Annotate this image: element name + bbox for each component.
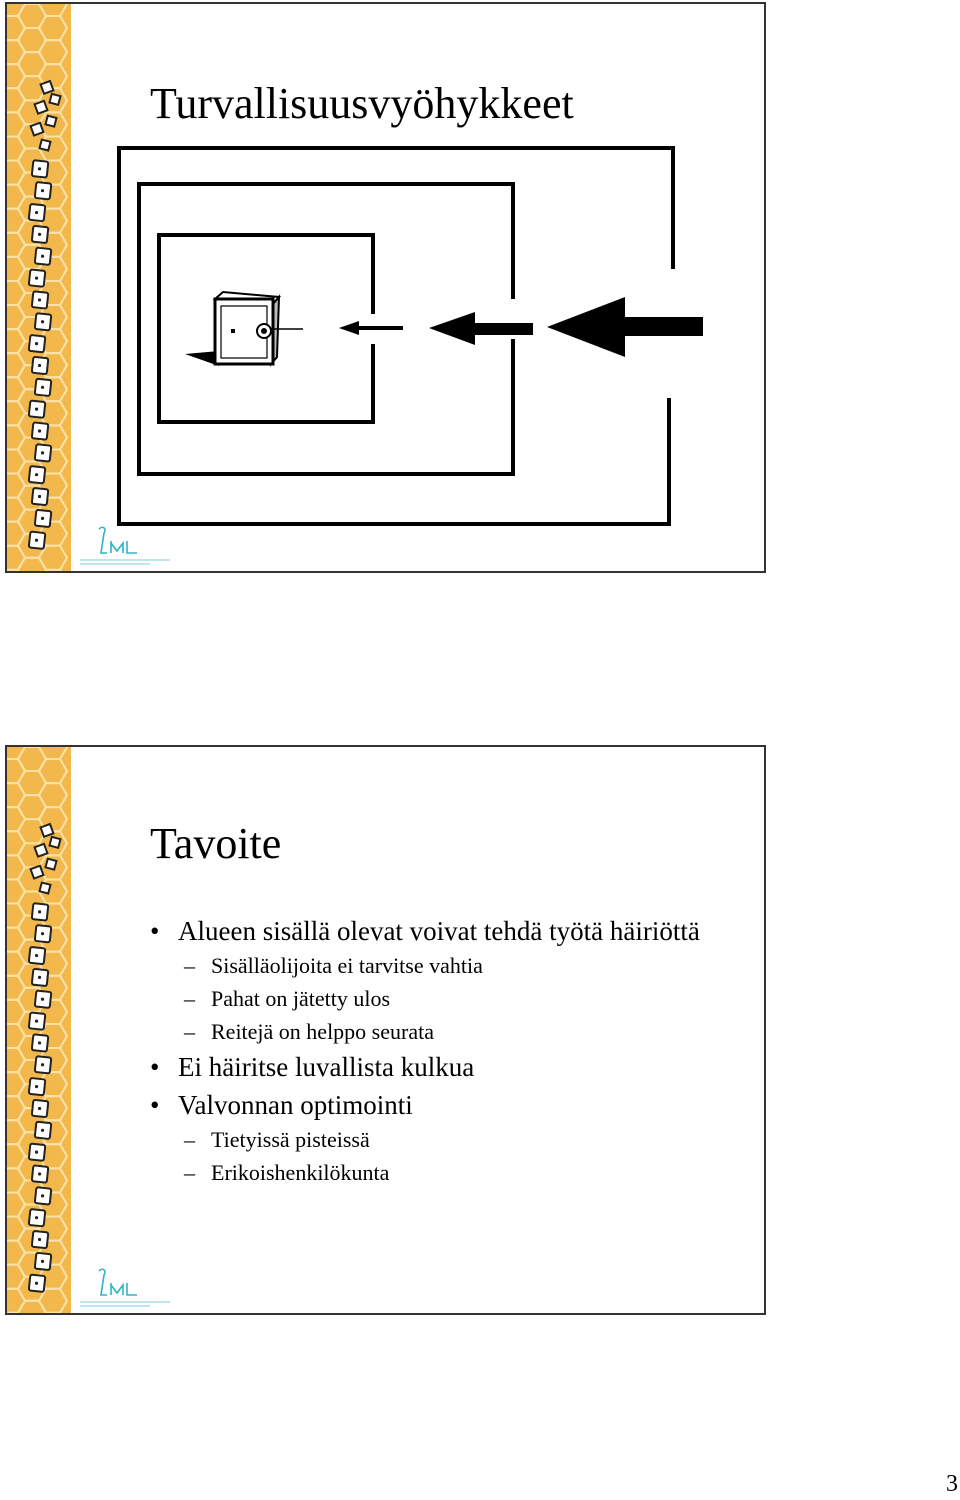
die bbox=[31, 866, 44, 879]
bullet-marker: • bbox=[150, 916, 160, 946]
die bbox=[49, 94, 60, 105]
die bbox=[31, 123, 44, 136]
die-pip bbox=[38, 167, 41, 170]
die-pip bbox=[41, 320, 44, 323]
die-pip bbox=[35, 1019, 38, 1022]
honeycomb-stripe bbox=[7, 747, 71, 1313]
sub-bullet-item bbox=[150, 982, 750, 1015]
sub-bullet-item bbox=[150, 1156, 750, 1189]
die-pip bbox=[41, 1194, 44, 1197]
die-pip bbox=[41, 189, 44, 192]
die-pip bbox=[35, 1151, 38, 1154]
bullet-list bbox=[150, 915, 750, 1189]
bullet-text: Alueen sisällä olevat voivat tehdä työtä häiriöttä bbox=[178, 916, 700, 946]
die-pip bbox=[38, 429, 41, 432]
bullet-item bbox=[150, 1051, 750, 1083]
die-pip bbox=[38, 1107, 41, 1110]
die-pip bbox=[35, 276, 38, 279]
slide-title: Tavoite bbox=[150, 819, 282, 868]
die bbox=[39, 140, 50, 151]
die bbox=[41, 81, 54, 94]
safe-icon bbox=[185, 292, 279, 366]
sub-bullet-item bbox=[150, 949, 750, 982]
dash-marker: – bbox=[184, 1160, 195, 1185]
die-pip bbox=[41, 386, 44, 389]
die-pip bbox=[35, 1216, 38, 1219]
dash-marker: – bbox=[184, 953, 195, 978]
die-pip bbox=[41, 1129, 44, 1132]
die bbox=[35, 844, 48, 857]
sub-bullet-text: Tietyissä pisteissä bbox=[211, 1127, 370, 1152]
bullet-item bbox=[150, 915, 750, 947]
die-pip bbox=[35, 473, 38, 476]
die-pip bbox=[35, 1282, 38, 1285]
die-pip bbox=[38, 976, 41, 979]
page-number: 3 bbox=[946, 1471, 958, 1497]
sub-bullet-text: Sisälläolijoita ei tarvitse vahtia bbox=[211, 953, 483, 978]
die-pip bbox=[35, 408, 38, 411]
dash-marker: – bbox=[184, 1127, 195, 1152]
slide-turvallisuusvyohykkeet bbox=[5, 2, 766, 573]
die bbox=[41, 824, 54, 837]
die-pip bbox=[38, 910, 41, 913]
die bbox=[49, 837, 60, 848]
bullet-item bbox=[150, 1089, 750, 1121]
bullet-text: Ei häiritse luvallista kulkua bbox=[178, 1052, 475, 1082]
slide-tavoite bbox=[5, 745, 766, 1315]
die bbox=[39, 883, 50, 894]
honeycomb-stripe bbox=[7, 4, 71, 571]
tml-logo bbox=[77, 523, 177, 567]
bullet-marker: • bbox=[150, 1090, 160, 1120]
die bbox=[45, 116, 56, 127]
die-pip bbox=[41, 1063, 44, 1066]
die-pip bbox=[38, 298, 41, 301]
die-pip bbox=[41, 255, 44, 258]
sub-bullet-item bbox=[150, 1123, 750, 1156]
die-pip bbox=[35, 954, 38, 957]
die-pip bbox=[41, 932, 44, 935]
die-pip bbox=[35, 539, 38, 542]
die-pip bbox=[35, 1085, 38, 1088]
die-pip bbox=[38, 364, 41, 367]
die bbox=[35, 101, 48, 114]
sub-bullet-text: Pahat on jätetty ulos bbox=[211, 986, 391, 1011]
sub-bullet-text: Erikoishenkilökunta bbox=[211, 1160, 390, 1185]
die-pip bbox=[41, 1260, 44, 1263]
security-zones-diagram bbox=[107, 134, 727, 534]
die-pip bbox=[38, 1041, 41, 1044]
arrow-icon bbox=[271, 297, 703, 357]
die-pip bbox=[41, 998, 44, 1001]
bullet-marker: • bbox=[150, 1052, 160, 1082]
sub-bullet-text: Reitejä on helppo seurata bbox=[211, 1019, 434, 1044]
die-pip bbox=[38, 495, 41, 498]
die-pip bbox=[35, 342, 38, 345]
die-pip bbox=[38, 1172, 41, 1175]
tml-logo bbox=[77, 1265, 177, 1309]
die-pip bbox=[41, 517, 44, 520]
dash-marker: – bbox=[184, 1019, 195, 1044]
die-pip bbox=[38, 1238, 41, 1241]
die-pip bbox=[35, 211, 38, 214]
slide-title: Turvallisuusvyöhykkeet bbox=[150, 79, 574, 128]
die-pip bbox=[38, 233, 41, 236]
bullet-text: Valvonnan optimointi bbox=[178, 1090, 413, 1120]
die bbox=[45, 859, 56, 870]
dash-marker: – bbox=[184, 986, 195, 1011]
sub-bullet-item bbox=[150, 1015, 750, 1048]
die-pip bbox=[41, 451, 44, 454]
